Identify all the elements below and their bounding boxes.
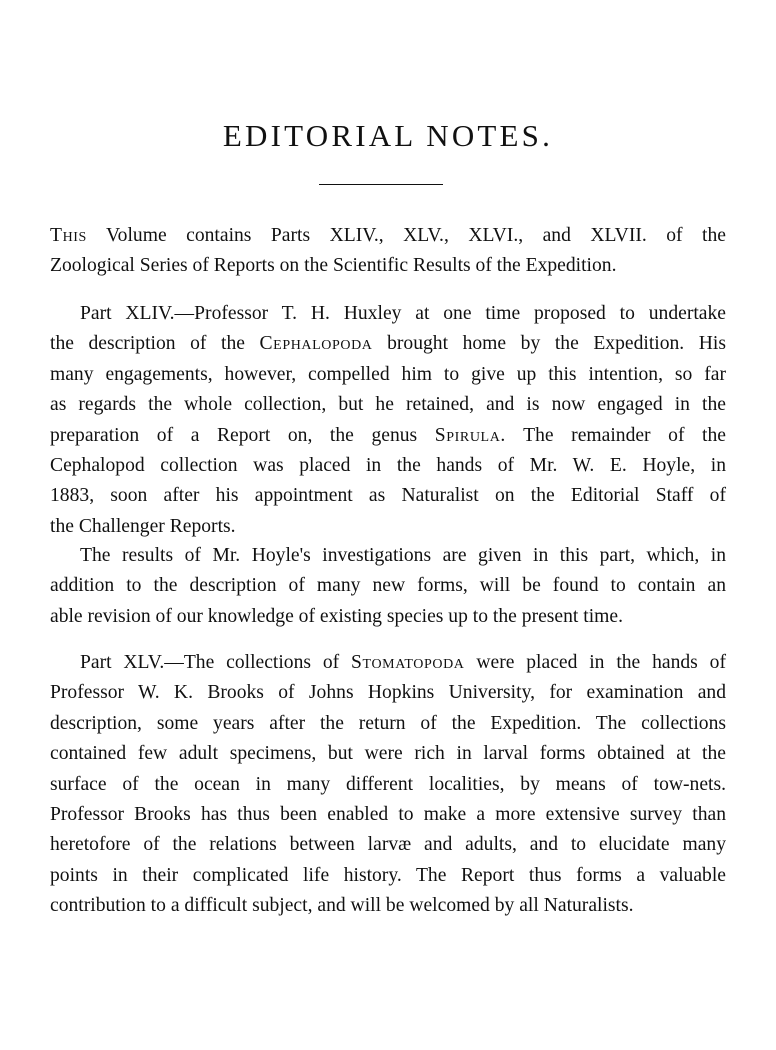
part-xliv-line-6: Cephalopod collection was placed in the hands of Mr. W. E. Hoyle, in [50, 455, 726, 477]
part-xliv-line-4: as regards the whole collection, but he retained, and is now engaged in the [50, 394, 726, 416]
part-xlv-line-1-b: were placed in the hands of [464, 652, 726, 673]
part-xlv-line-8: points in their complicated life history. The Report thus forms a valuable [50, 864, 726, 886]
part-xliv-line-5 [50, 421, 726, 451]
hoyle-paragraph [50, 541, 726, 632]
part-xlv-line-9: contribution to a difficult subject, and will be welcomed by all Naturalists. [50, 895, 634, 917]
part-xliv-line-2-b: brought home by the Expedition. His [372, 333, 726, 355]
part-xlv-line-1-a: Part XLV.—The collections of [80, 652, 352, 673]
hoyle-line-2: addition to the description of many new forms, will be found to contain an [50, 575, 726, 597]
intro-line-2: Zoological Series of Reports on the Scientific Results of the Expedition. [50, 255, 617, 277]
part-xliv-line-5-b: The remainder of the [505, 424, 726, 446]
title-rule [319, 184, 443, 185]
part-xlv-line-5: surface of the ocean in many different localities, by means of tow-nets. [50, 773, 726, 795]
intro-paragraph [50, 221, 726, 282]
intro-line-1-text: Volume contains Parts XLIV., XLV., XLVI., and XLVII. of the [86, 225, 726, 246]
part-xliv-line-3: many engagements, however, compelled him to give up this intention, so far [50, 363, 726, 385]
part-xlv-line-6: Professor Brooks has thus been enabled to make a more extensive survey than [50, 804, 726, 826]
part-xliv-line-8: the Challenger Reports. [50, 515, 236, 537]
hoyle-line-1: The results of Mr. Hoyle's investigations are given in this part, which, in [80, 545, 726, 566]
part-xliv-line-2-a: the description of the [50, 333, 260, 355]
part-xlv-paragraph [50, 648, 726, 922]
part-xliv-line-2 [50, 329, 726, 359]
part-xlv-line-7: heretofore of the relations between larvæ and adults, and to elucidate many [50, 834, 726, 856]
part-xliv-line-7: 1883, soon after his appointment as Naturalist on the Editorial Staff of [50, 485, 726, 507]
stomatopoda-term: Stomatopoda [351, 652, 465, 673]
part-xlv-line-1 [50, 648, 726, 678]
part-xlv-line-4: contained few adult specimens, but were rich in larval forms obtained at the [50, 743, 726, 765]
page-title: EDITORIAL NOTES. [222, 118, 554, 153]
cephalopoda-term: Cephalopoda [259, 333, 373, 355]
part-xliv-line-1: Part XLIV.—Professor T. H. Huxley at one time proposed to undertake [80, 303, 726, 324]
part-xlv-line-2: Professor W. K. Brooks of Johns Hopkins University, for examination and [50, 682, 726, 704]
spirula-term: Spirula. [434, 424, 506, 446]
hoyle-line-3: able revision of our knowledge of existing species up to the present time. [50, 605, 623, 627]
intro-lead-word: This [50, 225, 87, 246]
part-xlv-line-3: description, some years after the return of the Expedition. The collections [50, 712, 726, 734]
intro-line-1 [50, 221, 726, 251]
part-xliv-line-5-a: preparation of a Report on, the genus [50, 424, 435, 446]
part-xliv-paragraph [50, 299, 726, 542]
